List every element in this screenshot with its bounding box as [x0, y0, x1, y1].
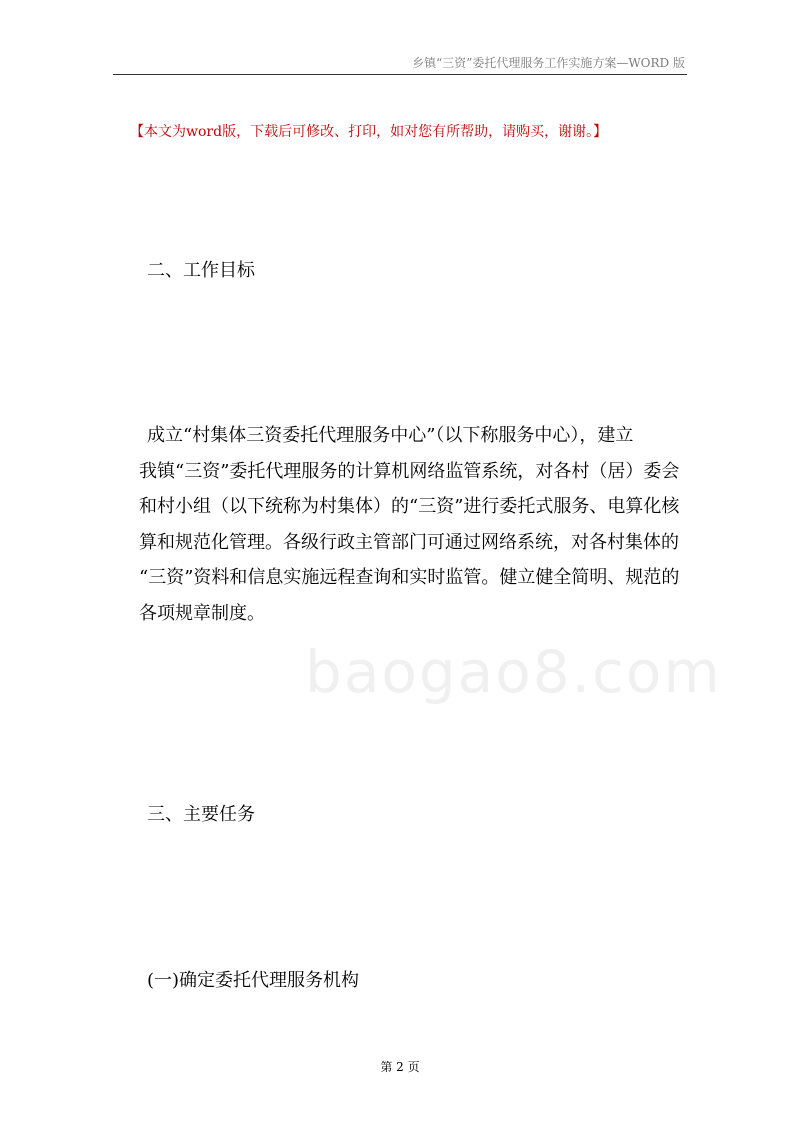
header-divider	[113, 74, 687, 75]
paragraph-line: “三资”资料和信息实施远程查询和实时监管。健立健全简明、规范的	[139, 567, 680, 588]
watermark: baogao8.com	[305, 638, 722, 706]
subsection-heading: (一)确定委托代理服务机构	[147, 970, 360, 991]
purchase-notice: 【本文为word版，下载后可修改、打印，如对您有所帮助，请购买，谢谢。】	[130, 124, 608, 140]
document-header-title: 乡镇“三资”委托代理服务工作实施方案—WORD 版	[412, 56, 685, 70]
paragraph-line: 成立“村集体三资委托代理服务中心”（以下称服务中心），建立	[147, 425, 634, 446]
page-number: 第 2 页	[380, 1060, 420, 1074]
paragraph-line: 各项规章制度。	[139, 602, 265, 624]
section-heading-tasks: 三、主要任务	[147, 804, 255, 825]
paragraph-line: 算和规范化管理。各级行政主管部门可通过网络系统，对各村集体的	[139, 531, 679, 553]
paragraph-line: 我镇“三资”委托代理服务的计算机网络监管系统，对各村（居）委会	[139, 460, 680, 482]
paragraph-line: 和村小组（以下统称为村集体）的“三资”进行委托式服务、电算化核	[139, 496, 680, 517]
section-heading-goals: 二、工作目标	[147, 260, 255, 281]
body-paragraph	[139, 418, 687, 631]
